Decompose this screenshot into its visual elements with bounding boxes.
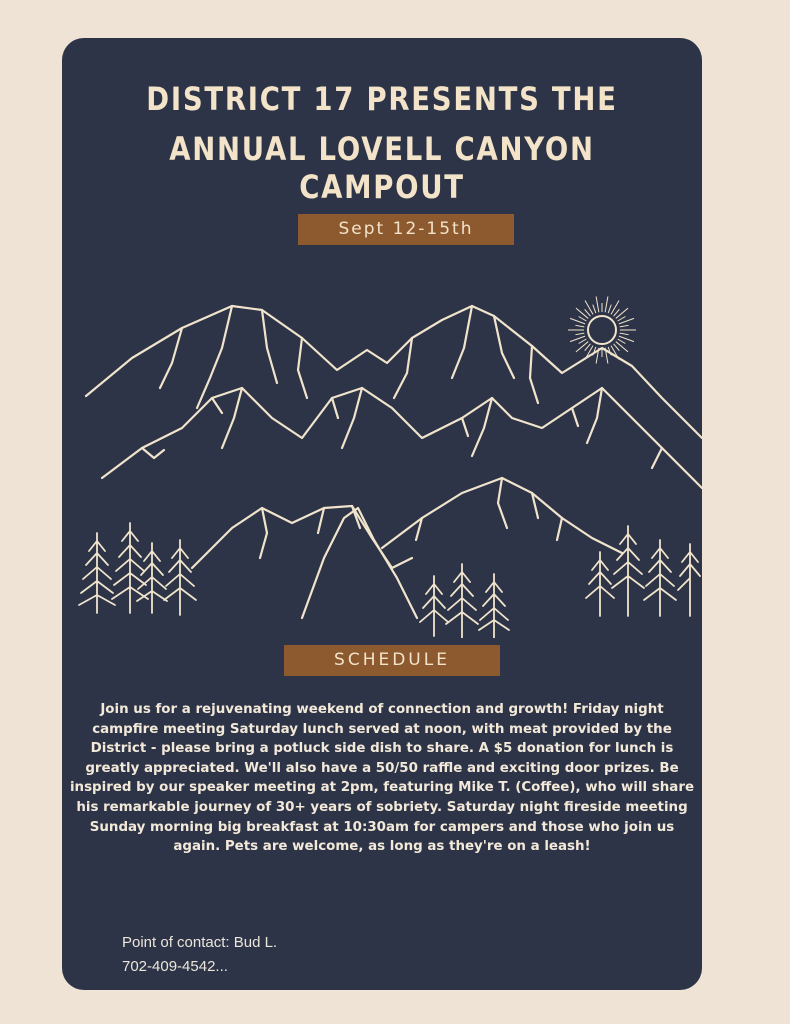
title-line-1: DISTRICT 17 PRESENTS THE (146, 80, 618, 118)
contact-block (122, 931, 277, 979)
schedule-heading: SCHEDULE (284, 645, 500, 676)
contact-phone: 702-409-4542... (122, 958, 228, 975)
date-tag: Sept 12-15th (298, 214, 514, 245)
pine-tree-icon (79, 523, 700, 638)
mountain-range-illustration (62, 278, 702, 638)
flyer-card (62, 38, 702, 990)
event-description: Join us for a rejuvenating weekend of connection and growth! Friday night campfire meeting Saturday lunch served at noon, with meat provided by the District - please bring a potluck side dish to share. A $5 donation for lunch is greatly appreciated. We'll also have a 50/50 raffle and exciting door prizes. Be inspired by our speaker meeting at 2pm, featuring Mike T. (Coffee), who will share his remarkable journey of 30+ years of sobriety. Saturday night fireside meeting Sunday morning big breakfast at 10:30am for campers and those who join us again. Pets are welcome, as long as they're on a leash! (69, 702, 695, 855)
contact-person: Point of contact: Bud L. (122, 934, 278, 951)
sun-icon (568, 297, 636, 364)
title-line-2: ANNUAL LOVELL CANYON CAMPOUT (169, 130, 595, 206)
